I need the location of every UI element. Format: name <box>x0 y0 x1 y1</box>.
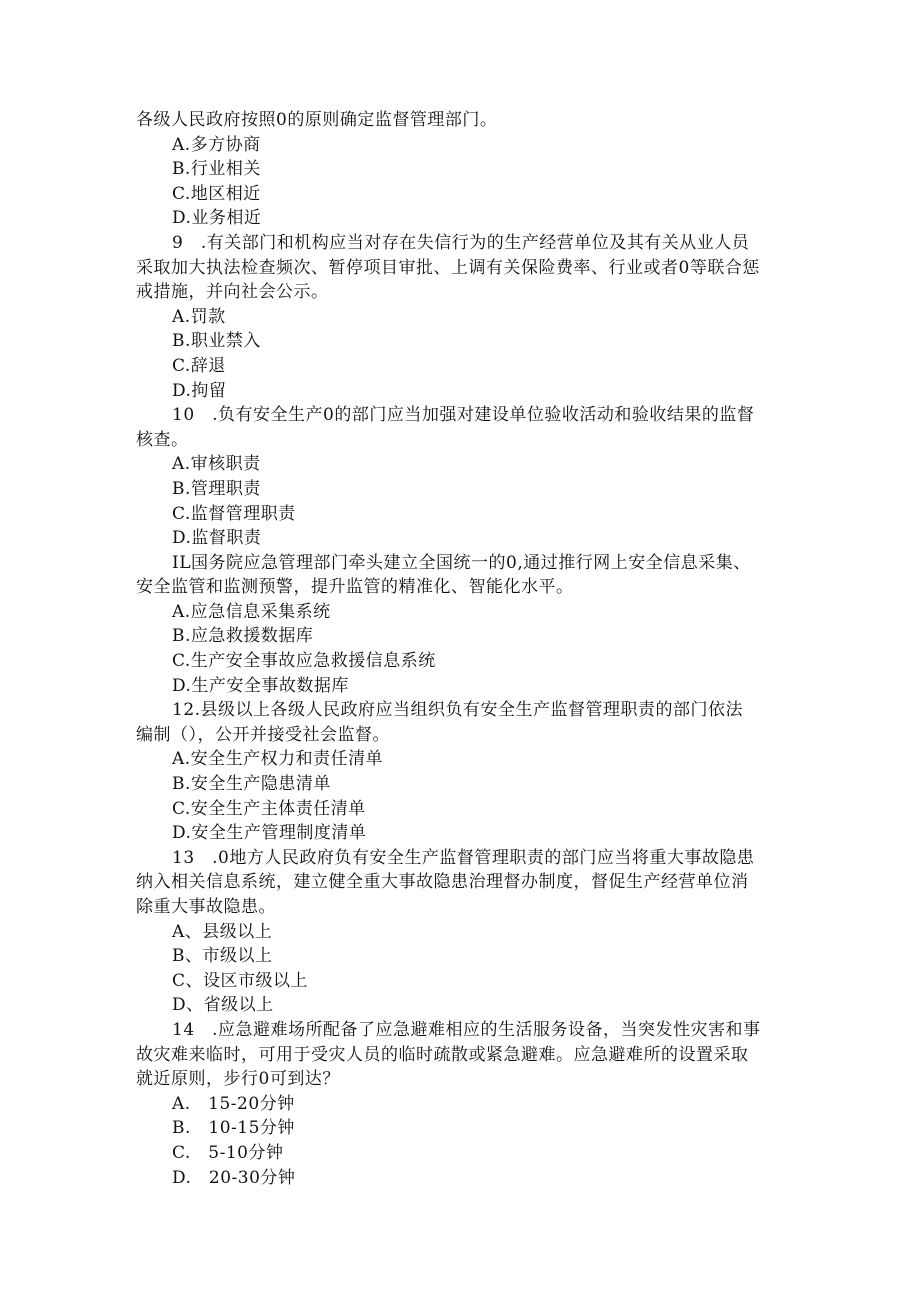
option-a: A. 15-20分钟 <box>172 1093 295 1114</box>
option-d: D.拘留 <box>172 380 227 401</box>
question-14 <box>136 1018 786 1190</box>
option-d: D. 20-30分钟 <box>172 1167 296 1188</box>
question-9 <box>136 231 786 403</box>
question-list <box>136 108 786 1190</box>
question-stem: 13 .0地方人民政府负有安全生产监督管理职责的部门应当将重大事故隐患 <box>172 847 755 868</box>
question-stem: 12.县级以上各级人民政府应当组织负有安全生产监督管理职责的部门依法 <box>172 700 744 721</box>
question-12 <box>136 698 786 846</box>
question-stem: 纳入相关信息系统，建立健全重大事故隐患治理督办制度，督促生产经营单位消 <box>136 872 749 893</box>
option-c: C. 5-10分钟 <box>172 1142 284 1163</box>
question-stem: 采取加大执法检查频次、暂停项目审批、上调有关保险费率、行业或者0等联合惩 <box>136 257 760 278</box>
option-b: B.职业禁入 <box>172 331 261 352</box>
question-stem: 各级人民政府按照0的原则确定监督管理部门。 <box>136 110 498 130</box>
option-c: C.安全生产主体责任清单 <box>172 798 366 819</box>
option-a: A.多方协商 <box>172 134 261 155</box>
question-10 <box>136 403 786 551</box>
question-stem: 9 .有关部门和机构应当对存在失信行为的生产经营单位及其有关从业人员 <box>172 232 750 253</box>
question-11 <box>136 551 786 699</box>
question-stem: 10 .负有安全生产0的部门应当加强对建设单位验收活动和验收结果的监督 <box>172 405 755 426</box>
option-a: A.安全生产权力和责任清单 <box>172 749 384 770</box>
option-c: C.生产安全事故应急救援信息系统 <box>172 651 436 672</box>
option-b: B.安全生产隐患清单 <box>172 774 331 795</box>
question-stem: 14 .应急避难场所配备了应急避难相应的生活服务设备，当突发性灾害和事 <box>172 1019 761 1040</box>
option-d: D.业务相近 <box>172 208 262 229</box>
question-stem: 安全监管和监测预警，提升监管的精准化、智能化水平。 <box>136 577 574 598</box>
question-stem: 编制（），公开并接受社会监督。 <box>136 724 390 745</box>
question-stem: 故灾难来临时，可用于受灾人员的临时疏散或紧急避难。应急避难所的设置采取 <box>136 1044 749 1065</box>
option-b: B.应急救援数据库 <box>172 626 314 647</box>
option-c: C、设区市级以上 <box>172 970 309 991</box>
option-a: A.审核职责 <box>172 454 261 475</box>
question-stem: 核查。 <box>136 429 189 450</box>
option-a: A、县级以上 <box>172 921 273 942</box>
option-b: B. 10-15分钟 <box>172 1118 295 1139</box>
question-stem: 戒措施，并向社会公示。 <box>136 282 329 303</box>
option-c: C.监督管理职责 <box>172 503 296 524</box>
option-b: B.行业相关 <box>172 159 261 180</box>
question-stem: 就近原则，步行0可到达？ <box>136 1069 340 1090</box>
option-c: C.地区相近 <box>172 183 261 204</box>
option-d: D.监督职责 <box>172 528 262 549</box>
option-b: B、市级以上 <box>172 946 273 967</box>
question-8 <box>136 108 786 231</box>
question-stem: IL国务院应急管理部门牵头建立全国统一的0,通过推行网上安全信息采集、 <box>172 552 751 573</box>
option-c: C.辞退 <box>172 355 226 376</box>
option-b: B.管理职责 <box>172 478 261 499</box>
option-d: D、省级以上 <box>172 995 274 1016</box>
question-13 <box>136 846 786 1018</box>
option-a: A.应急信息采集系统 <box>172 601 331 622</box>
option-d: D.安全生产管理制度清单 <box>172 823 367 844</box>
option-d: D.生产安全事故数据库 <box>172 675 349 696</box>
question-stem: 除重大事故隐患。 <box>136 897 276 917</box>
option-a: A.罚款 <box>172 306 226 327</box>
